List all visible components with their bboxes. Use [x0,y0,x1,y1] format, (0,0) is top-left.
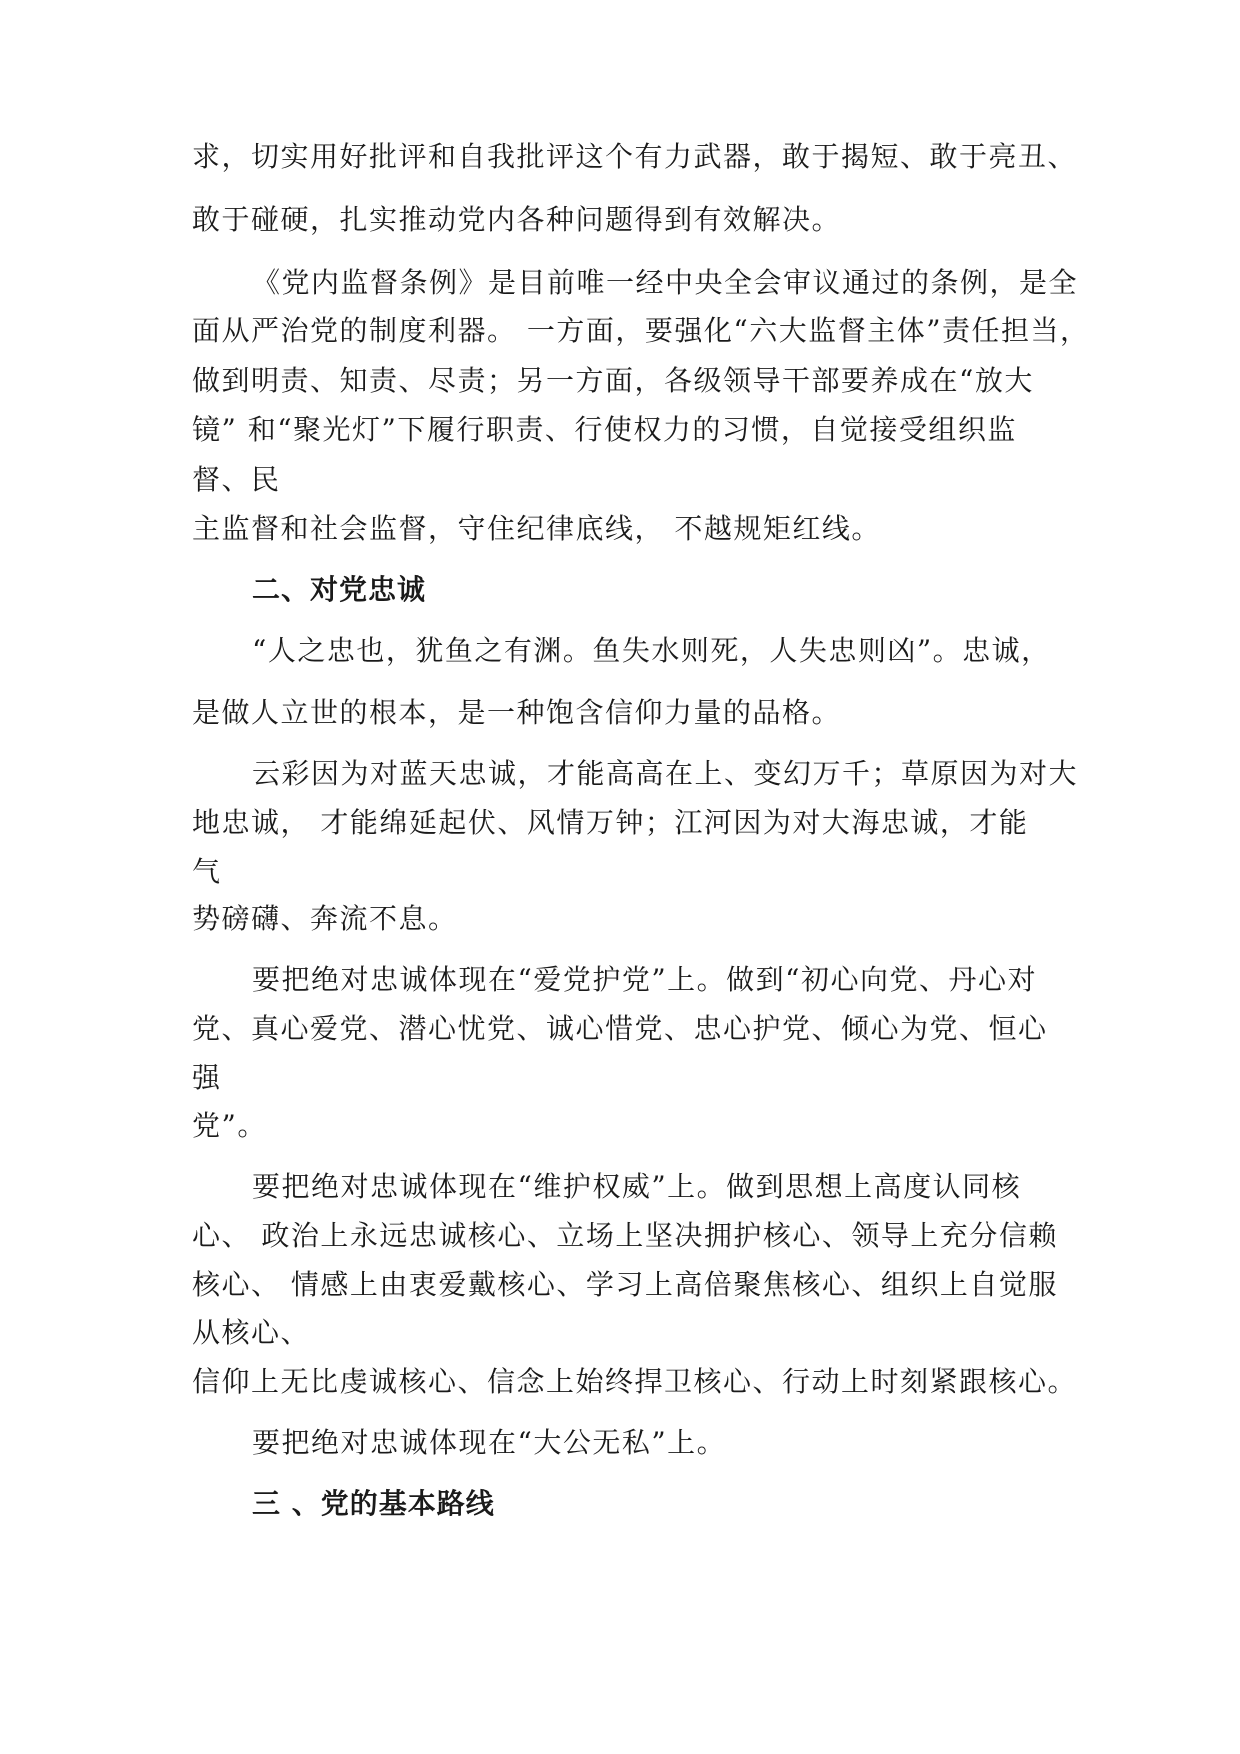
text-line: 做到明责、知责、尽责；另一方面，各级领导干部要养成在“放大 [192,364,1034,397]
section-heading: 三 、党的基本路线 [252,1487,495,1520]
text-line: 气 [192,855,222,888]
text-line: 信仰上无比虔诚核心、信念上始终捍卫核心、行动上时刻紧跟核心。 [192,1365,1078,1398]
text-line: 面从严治党的制度利器。 一方面，要强化“六大监督主体”责任担当， [192,314,1090,347]
text-line: 是做人立世的根本，是一种饱含信仰力量的品格。 [192,696,842,729]
text-line: 《党内监督条例》是目前唯一经中央全会审议通过的条例，是全 [252,266,1079,299]
text-line: 督、民 [192,463,281,496]
text-line: “人之忠也，犹鱼之有渊。鱼失水则死，人失忠则凶”。忠诚， [252,634,1051,667]
text-line: 云彩因为对蓝天忠诚，才能高高在上、变幻万千；草原因为对大 [252,757,1079,790]
text-line: 要把绝对忠诚体现在“爱党护党”上。做到“初心向党、丹心对 [252,963,1037,996]
text-line: 势磅礴、奔流不息。 [192,902,458,935]
text-line: 要把绝对忠诚体现在“大公无私”上。 [252,1426,727,1459]
text-line: 要把绝对忠诚体现在“维护权威”上。做到思想上高度认同核 [252,1170,1022,1203]
text-line: 强 [192,1061,222,1094]
text-line: 地忠诚， 才能绵延起伏、风情万钟；江河因为对大海忠诚，才能 [192,806,1029,839]
text-line: 镜” 和“聚光灯”下履行职责、行使权力的习惯，自觉接受组织监 [192,413,1017,446]
text-line: 求，切实用好批评和自我批评这个有力武器，敢于揭短、敢于亮丑、 [192,140,1078,173]
text-line: 主监督和社会监督，守住纪律底线， 不越规矩红线。 [192,512,881,545]
text-line: 敢于碰硬，扎实推动党内各种问题得到有效解决。 [192,203,842,236]
text-line: 党”。 [192,1109,267,1142]
text-line: 从核心、 [192,1316,311,1349]
section-heading: 二、对党忠诚 [252,573,427,606]
text-line: 党、真心爱党、潜心忧党、诚心惜党、忠心护党、倾心为党、恒心 [192,1012,1048,1045]
text-line: 心、 政治上永远忠诚核心、立场上坚决拥护核心、领导上充分信赖 [192,1219,1058,1252]
text-line: 核心、 情感上由衷爱戴核心、学习上高倍聚焦核心、组织上自觉服 [192,1268,1058,1301]
